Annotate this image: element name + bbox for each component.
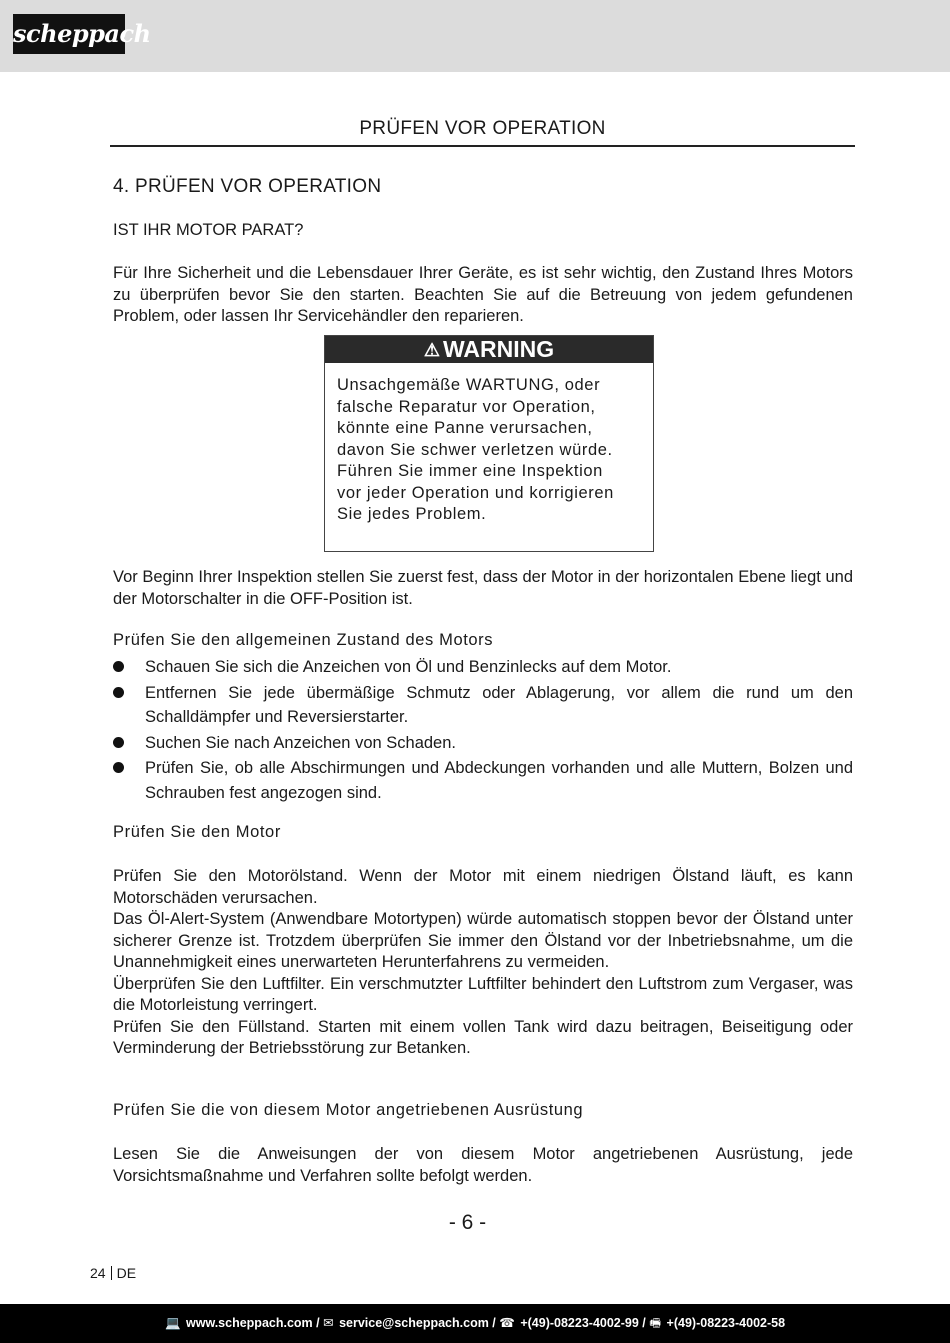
top-bar bbox=[0, 0, 950, 72]
warning-line: Führen Sie immer eine Inspektion bbox=[337, 462, 603, 480]
warning-line: Sie jedes Problem. bbox=[337, 505, 487, 523]
section-title: PRÜFEN VOR OPERATION bbox=[110, 118, 855, 147]
list-item: Suchen Sie nach Anzeichen von Schaden. bbox=[113, 731, 853, 756]
bullet-icon bbox=[113, 687, 124, 698]
contact-bar bbox=[0, 1304, 950, 1343]
phone-number: +(49)-08223-4002-99 / bbox=[520, 1316, 646, 1330]
list-item: Prüfen Sie, ob alle Abschirmungen und Abdeckungen vorhanden und alle Muttern, Bolzen und Schrauben fest angezogen sind. bbox=[113, 756, 853, 805]
fax-number: +(49)-08223-4002-58 bbox=[666, 1316, 786, 1330]
website-link[interactable]: www.scheppach.com / bbox=[186, 1316, 320, 1330]
warning-triangle-icon: ⚠ bbox=[423, 340, 440, 360]
equipment-heading: Prüfen Sie die von diesem Motor angetriebenen Ausrüstung bbox=[113, 1101, 584, 1119]
inspection-intro: Vor Beginn Ihrer Inspektion stellen Sie zuerst fest, dass der Motor in der horizontalen Ebene liegt und der Motorschalter in die OFF-Position ist. bbox=[113, 568, 853, 608]
fuel-level-text: Prüfen Sie den Füllstand. Starten mit einem vollen Tank wird dazu beitragen, Beiseitigung oder Verminderung der Betriebsstörung zur Betanken. bbox=[113, 1017, 853, 1057]
computer-icon: 💻 bbox=[164, 1316, 181, 1330]
footer-page-number: 24 bbox=[90, 1265, 106, 1281]
bullet-icon bbox=[113, 737, 124, 748]
warning-header bbox=[325, 336, 653, 363]
check-list bbox=[113, 655, 853, 806]
page-number: - 6 - bbox=[448, 1211, 487, 1234]
motor-heading: Prüfen Sie den Motor bbox=[113, 823, 281, 841]
divider bbox=[111, 1266, 112, 1280]
oil-alert-text: Das Öl-Alert-System (Anwendbare Motortypen) würde automatisch stoppen bevor der Ölstand unter sicherer Grenze ist. Trotzdem überprüfen Sie immer den Ölstand vor der Inbetriebsnahme, um die Unannehmigkeit eines unerwarteten Herunterfahrens zu vermeiden. bbox=[113, 910, 853, 971]
motor-ready-question: IST IHR MOTOR PARAT? bbox=[113, 221, 304, 239]
warning-line: Unsachgemäße WARTUNG, oder bbox=[337, 376, 601, 394]
email-icon: ✉ bbox=[323, 1316, 334, 1330]
footer-page-label bbox=[90, 1265, 136, 1281]
chapter-heading: 4. PRÜFEN VOR OPERATION bbox=[113, 176, 382, 197]
warning-label: WARNING bbox=[442, 336, 555, 362]
list-item: Entfernen Sie jede übermäßige Schmutz oder Ablagerung, vor allem die rund um den Schalldämpfer und Reversierstarter. bbox=[113, 681, 853, 730]
air-filter-text: Überprüfen Sie den Luftfilter. Ein verschmutzter Luftfilter behindert den Luftstrom zum Vergaser, was die Motorleistung verringert. bbox=[113, 974, 853, 1014]
motor-paragraphs bbox=[113, 866, 853, 1060]
phone-icon: ☎ bbox=[499, 1316, 515, 1330]
motor-oil-text: Prüfen Sie den Motorölstand. Wenn der Motor mit einem niedrigen Ölstand läuft, es kann Motorschäden verursachen. bbox=[113, 867, 853, 907]
footer-language: DE bbox=[116, 1265, 137, 1281]
intro-paragraph: Für Ihre Sicherheit und die Lebensdauer Ihrer Geräte, es ist sehr wichtig, den Zustand Ihres Motors zu überprüfen bevor Sie den starten. Beachten Sie auf die Betreuung von jedem gefundenen Problem, oder lassen Ihr Servicehändler den reparieren. bbox=[113, 264, 853, 325]
general-condition-heading: Prüfen Sie den allgemeinen Zustand des Motors bbox=[113, 631, 494, 649]
warning-line: falsche Reparatur vor Operation, bbox=[337, 397, 596, 416]
fax-icon: 🖷 bbox=[649, 1316, 662, 1330]
warning-line: könnte eine Panne verursachen, bbox=[337, 419, 593, 437]
brand-logo: scheppach bbox=[13, 14, 125, 54]
list-item: Schauen Sie sich die Anzeichen von Öl und Benzinlecks auf dem Motor. bbox=[113, 655, 853, 680]
bullet-icon bbox=[113, 661, 124, 672]
bullet-icon bbox=[113, 762, 124, 773]
warning-line: davon Sie schwer verletzen würde. bbox=[337, 440, 613, 459]
warning-box bbox=[324, 335, 654, 552]
equipment-paragraph: Lesen Sie die Anweisungen der von diesem Motor angetriebenen Ausrüstung, jede Vorsichtsmaßnahme und Verfahren sollte befolgt werden. bbox=[113, 1145, 853, 1185]
email-link[interactable]: service@scheppach.com / bbox=[339, 1316, 496, 1330]
warning-text bbox=[325, 363, 653, 526]
warning-line: vor jeder Operation und korrigieren bbox=[337, 483, 614, 502]
